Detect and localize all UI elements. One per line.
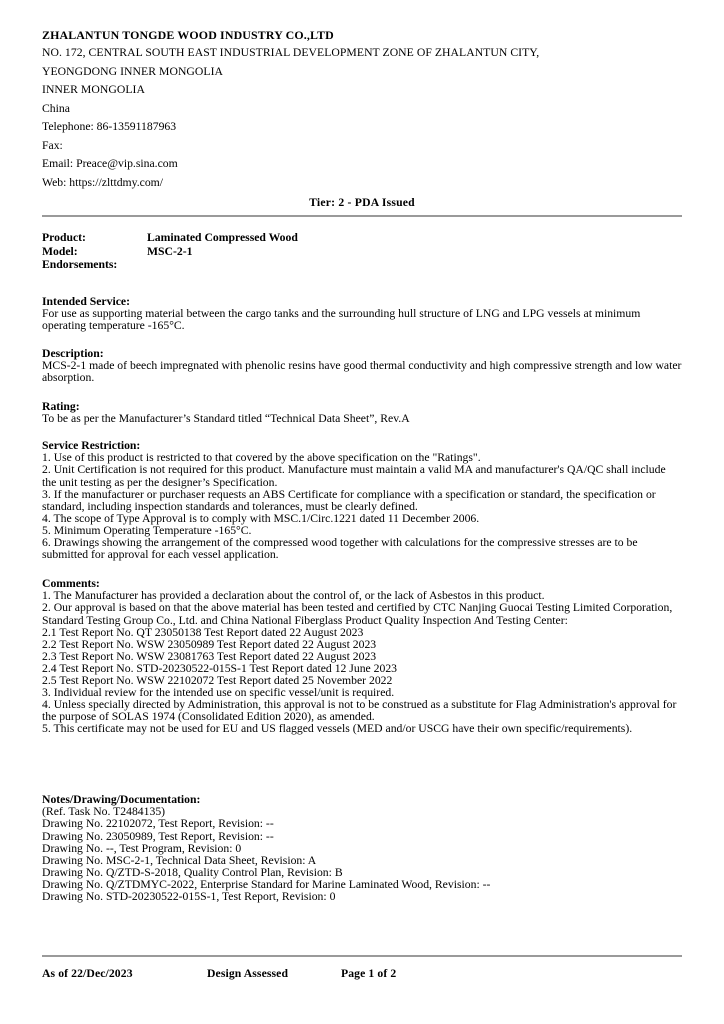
footer-divider — [42, 955, 682, 957]
model-label: Model: — [42, 244, 78, 258]
description-heading: Description: — [42, 347, 104, 360]
list-item: Drawing No. 22102072, Test Report, Revision: -- — [42, 817, 274, 831]
comments-list — [42, 590, 682, 735]
service-restriction-list — [42, 452, 682, 560]
intended-service-section — [42, 296, 682, 333]
company-web: Web: https://zlttdmy.com/ — [42, 175, 164, 189]
company-telephone: Telephone: 86-13591187963 — [42, 120, 177, 134]
service-restriction-heading: Service Restriction: — [42, 439, 141, 452]
list-item: Drawing No. 23050989, Test Report, Revision: -- — [42, 829, 274, 843]
company-address-line-2: YEONGDONG INNER MONGOLIA — [42, 64, 224, 78]
notes-section — [42, 794, 682, 903]
company-country: China — [42, 101, 70, 115]
product-details — [42, 231, 682, 272]
list-item: 3. If the manufacturer or purchaser requests an ABS Certificate for compliance with a specification or standard, the specification or standard, including inspection standards and tolerances, must be clearly defined. — [42, 487, 659, 513]
list-item: Drawing No. --, Test Program, Revision: 0 — [42, 841, 242, 855]
list-item: 2.5 Test Report No. WSW 22102072 Test Report dated 25 November 2022 — [42, 673, 393, 687]
tier-status: Tier: 2 - PDA Issued — [309, 196, 415, 209]
list-item: 4. The scope of Type Approval is to comply with MSC.1/Circ.1221 dated 11 December 2006. — [42, 511, 480, 525]
description-section — [42, 347, 685, 385]
list-item: 5. Minimum Operating Temperature -165°C. — [42, 523, 252, 537]
company-name: ZHALANTUN TONGDE WOOD INDUSTRY CO.,LTD — [42, 28, 334, 42]
list-item: 2.2 Test Report No. WSW 23050989 Test Report dated 22 August 2023 — [42, 637, 377, 651]
description-text: MCS-2-1 made of beech impregnated with phenolic resins have good thermal conductivity and high compressive strength and low water absorption. — [42, 359, 685, 385]
company-header — [42, 29, 682, 189]
list-item: Drawing No. Q/ZTDMYC-2022, Enterprise Standard for Marine Laminated Wood, Revision: -- — [42, 877, 491, 891]
rating-text: To be as per the Manufacturer’s Standard titled “Technical Data Sheet”, Rev.A — [42, 412, 410, 426]
list-item: 2.3 Test Report No. WSW 23081763 Test Report dated 22 August 2023 — [42, 649, 377, 663]
certificate-page — [42, 0, 685, 1024]
product-label: Product: — [42, 231, 86, 244]
header-divider — [42, 215, 682, 217]
footer-as-of-date: As of 22/Dec/2023 — [42, 967, 133, 980]
endorsements-row — [42, 258, 682, 272]
notes-list — [42, 806, 682, 902]
list-item: (Ref. Task No. T2484135) — [42, 805, 166, 819]
list-item: 2. Unit Certification is not required for this product. Manufacture must maintain a valid MA and manufacturer's QA/QC shall include the unit testing as per the designer’s Specification. — [42, 463, 669, 489]
company-address-line-1: NO. 172, CENTRAL SOUTH EAST INDUSTRIAL DEVELOPMENT ZONE OF ZHALANTUN CITY, — [42, 46, 540, 60]
company-email: Email: Preace@vip.sina.com — [42, 157, 178, 171]
list-item: 4. Unless specially directed by Administration, this approval is not to be construed as a substitute for Flag Administration's approval for the purpose of SOLAS 1974 (Consolidated Edition 2020), as amended. — [42, 697, 680, 723]
list-item: 2.1 Test Report No. QT 23050138 Test Report dated 22 August 2023 — [42, 625, 364, 639]
notes-heading: Notes/Drawing/Documentation: — [42, 793, 201, 806]
list-item: Drawing No. Q/ZTD-S-2018, Quality Control Plan, Revision: B — [42, 865, 343, 879]
intended-service-text: For use as supporting material between the cargo tanks and the surrounding hull structure of LNG and LPG vessels at minimum operating temperature -165°C. — [42, 307, 644, 333]
page-footer — [42, 967, 682, 987]
list-item: 2.4 Test Report No. STD-20230522-015S-1 Test Report dated 12 June 2023 — [42, 661, 398, 675]
list-item: Drawing No. STD-20230522-015S-1, Test Report, Revision: 0 — [42, 889, 336, 903]
service-restriction-section — [42, 440, 682, 561]
comments-section — [42, 578, 682, 735]
endorsements-value — [147, 258, 682, 272]
footer-status: Design Assessed — [207, 967, 289, 980]
comments-heading: Comments: — [42, 577, 100, 590]
footer-page-number: Page 1 of 2 — [341, 967, 397, 980]
model-row — [42, 245, 682, 259]
company-fax: Fax: — [42, 138, 63, 152]
product-row — [42, 231, 682, 245]
intended-service-heading: Intended Service: — [42, 295, 130, 308]
list-item: 5. This certificate may not be used for EU and US flagged vessels (MED and/or USCG have their own specific/requirements). — [42, 721, 633, 735]
endorsements-label: Endorsements: — [42, 258, 118, 272]
list-item: 1. Use of this product is restricted to that covered by the above specification on the "Ratings". — [42, 451, 481, 465]
model-value: MSC-2-1 — [147, 244, 193, 258]
rating-section — [42, 401, 682, 425]
list-item: Drawing No. MSC-2-1, Technical Data Sheet, Revision: A — [42, 853, 317, 867]
list-item: 3. Individual review for the intended use on specific vessel/unit is required. — [42, 685, 395, 699]
company-region: INNER MONGOLIA — [42, 83, 145, 97]
list-item: 2. Our approval is based on that the above material has been tested and certified by CTC Nanjing Guocai Testing Limited Corporation, Standard Testing Group Co., Ltd. and China National Fiberglass Product Quality Inspection And Testing Center: — [42, 601, 676, 627]
rating-heading: Rating: — [42, 400, 80, 413]
list-item: 1. The Manufacturer has provided a declaration about the control of, or the lack of Asbestos in this product. — [42, 589, 545, 603]
product-value: Laminated Compressed Wood — [147, 231, 298, 244]
list-item: 6. Drawings showing the arrangement of the compressed wood together with calculations for the compressive stresses are to be submitted for approval for each vessel application. — [42, 535, 641, 561]
